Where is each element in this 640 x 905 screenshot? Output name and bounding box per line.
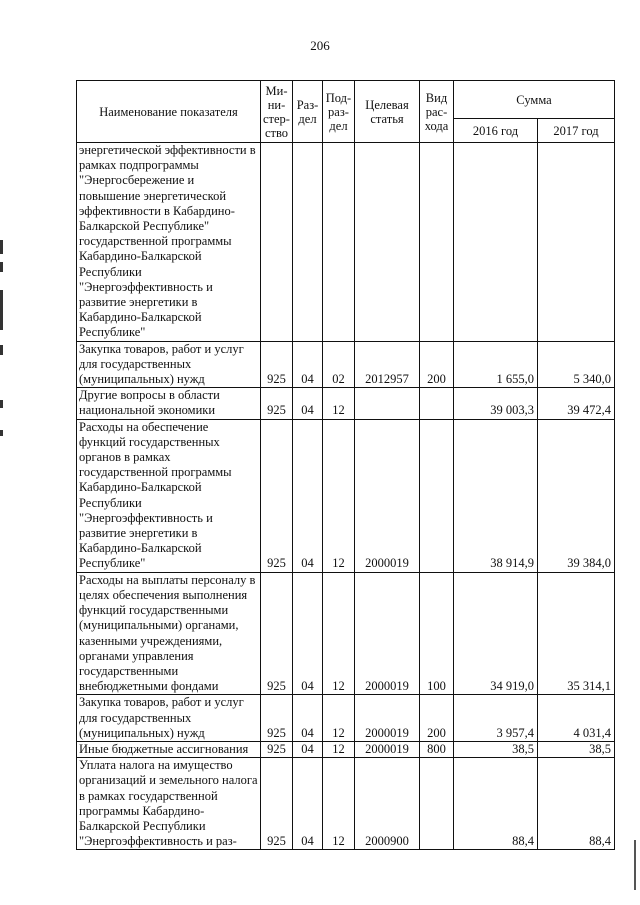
row-sum-2016: 3 957,4 <box>454 695 538 742</box>
binder-mark <box>0 345 3 355</box>
row-sum-2017: 5 340,0 <box>538 341 615 388</box>
row-subsection: 12 <box>323 388 355 419</box>
row-expense-type: 100 <box>420 572 454 695</box>
table-row <box>77 741 615 757</box>
row-sum-2017: 35 314,1 <box>538 572 615 695</box>
row-subsection: 12 <box>323 695 355 742</box>
row-target: 2000900 <box>355 758 420 850</box>
header-year-2016: 2016 год <box>454 119 538 143</box>
row-sum-2017: 88,4 <box>538 758 615 850</box>
row-section: 04 <box>293 341 323 388</box>
page-number: 206 <box>310 38 330 53</box>
header-year-2017: 2017 год <box>538 119 615 143</box>
row-expense-type: 200 <box>420 695 454 742</box>
row-expense-type <box>420 419 454 572</box>
row-section: 04 <box>293 758 323 850</box>
row-target <box>355 388 420 419</box>
row-subsection: 12 <box>323 758 355 850</box>
row-section: 04 <box>293 572 323 695</box>
row-expense-type <box>420 143 454 342</box>
binder-mark <box>0 430 3 436</box>
header-sum: Сумма <box>454 81 615 119</box>
row-target: 2000019 <box>355 419 420 572</box>
row-section <box>293 143 323 342</box>
row-section: 04 <box>293 695 323 742</box>
row-section: 04 <box>293 388 323 419</box>
header-section: Раз- дел <box>293 81 323 143</box>
table-row <box>77 388 615 419</box>
row-name: Расходы на выплаты персоналу в целях обеспечения выполнения функций государственными (муниципальными) органами, казенными учреждениями, органами управления государственными внебюджетными фондами <box>77 572 261 695</box>
row-target: 2012957 <box>355 341 420 388</box>
page-edge-mark <box>634 840 636 890</box>
row-ministry: 925 <box>261 341 293 388</box>
row-sum-2016: 1 655,0 <box>454 341 538 388</box>
row-sum-2016: 38,5 <box>454 741 538 757</box>
row-target: 2000019 <box>355 695 420 742</box>
header-expense-type: Вид рас- хода <box>420 81 454 143</box>
binder-mark <box>0 290 3 330</box>
row-name: Закупка товаров, работ и услуг для государственных (муниципальных) нужд <box>77 341 261 388</box>
binder-mark <box>0 400 3 408</box>
row-sum-2017: 38,5 <box>538 741 615 757</box>
header-subsection: Под- раз- дел <box>323 81 355 143</box>
row-expense-type <box>420 758 454 850</box>
row-name: энергетической эффективности в рамках подпрограммы "Энергосбережение и повышение энергетической эффективности в Кабардино-Балкарской Республике" государственной программы Кабардино-Балкарской Республики "Энергоэффективность и развитие энергетики в Кабардино-Балкарской Республике" <box>77 143 261 342</box>
row-ministry: 925 <box>261 572 293 695</box>
row-ministry: 925 <box>261 758 293 850</box>
row-sum-2016 <box>454 143 538 342</box>
row-subsection: 12 <box>323 419 355 572</box>
row-sum-2017: 39 384,0 <box>538 419 615 572</box>
row-name: Другие вопросы в области национальной экономики <box>77 388 261 419</box>
table-row <box>77 695 615 742</box>
row-expense-type: 200 <box>420 341 454 388</box>
row-sum-2016: 38 914,9 <box>454 419 538 572</box>
header-name: Наименование показателя <box>77 81 261 143</box>
row-sum-2016: 39 003,3 <box>454 388 538 419</box>
row-ministry <box>261 143 293 342</box>
row-sum-2017: 4 031,4 <box>538 695 615 742</box>
row-subsection: 12 <box>323 572 355 695</box>
row-ministry: 925 <box>261 741 293 757</box>
row-name: Иные бюджетные ассигнования <box>77 741 261 757</box>
row-sum-2016: 88,4 <box>454 758 538 850</box>
row-expense-type: 800 <box>420 741 454 757</box>
row-target <box>355 143 420 342</box>
row-name: Расходы на обеспечение функций государственных органов в рамках государственной программы Кабардино-Балкарской Республики "Энергоэффективность и развитие энергетики в Кабардино-Балкарской Республике" <box>77 419 261 572</box>
row-ministry: 925 <box>261 388 293 419</box>
table-row <box>77 572 615 695</box>
row-name: Закупка товаров, работ и услуг для государственных (муниципальных) нужд <box>77 695 261 742</box>
row-subsection <box>323 143 355 342</box>
row-subsection: 02 <box>323 341 355 388</box>
row-ministry: 925 <box>261 419 293 572</box>
row-sum-2016: 34 919,0 <box>454 572 538 695</box>
binder-mark <box>0 262 3 272</box>
row-expense-type <box>420 388 454 419</box>
header-target: Целевая статья <box>355 81 420 143</box>
table-row <box>77 143 615 342</box>
row-section: 04 <box>293 419 323 572</box>
row-sum-2017 <box>538 143 615 342</box>
table-row <box>77 341 615 388</box>
row-section: 04 <box>293 741 323 757</box>
table-row <box>77 419 615 572</box>
row-sum-2017: 39 472,4 <box>538 388 615 419</box>
row-subsection: 12 <box>323 741 355 757</box>
binder-mark <box>0 240 3 254</box>
row-name: Уплата налога на имущество организаций и земельного налога в рамках государственной программы Кабардино-Балкарской Республики "Энергоэффективность и раз- <box>77 758 261 850</box>
table-row <box>77 758 615 850</box>
row-target: 2000019 <box>355 741 420 757</box>
row-target: 2000019 <box>355 572 420 695</box>
row-ministry: 925 <box>261 695 293 742</box>
header-ministry: Ми- ни- стер- ство <box>261 81 293 143</box>
budget-table <box>76 80 615 850</box>
